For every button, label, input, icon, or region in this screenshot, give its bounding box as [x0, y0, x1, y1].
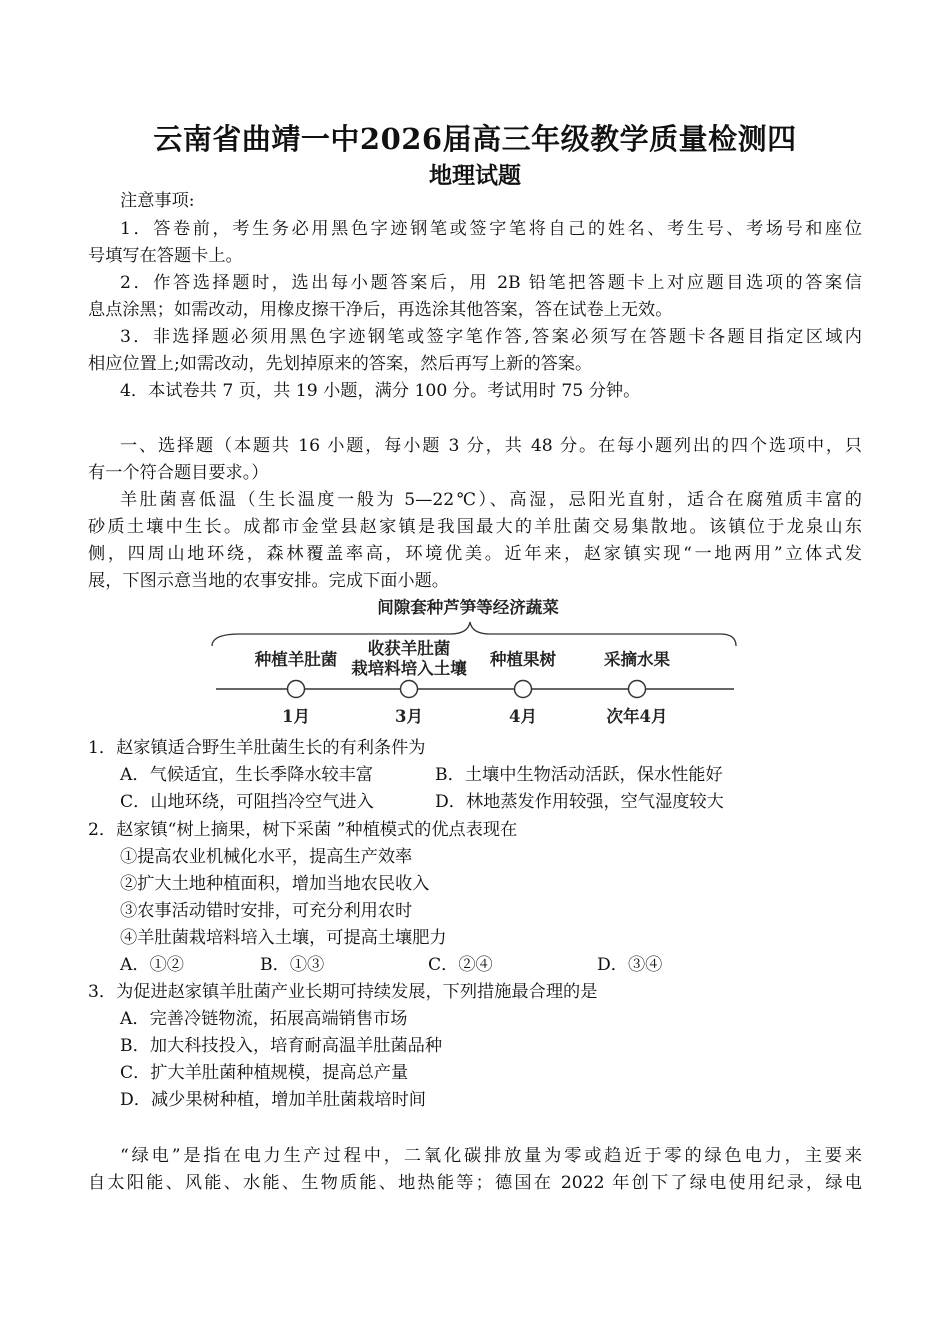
note-3-cont: 相应位置上;如需改动，先划掉原来的答案，然后再写上新的答案。	[88, 354, 593, 374]
event-pick-fruit: 采摘水果	[604, 650, 670, 669]
section-heading-cont: 有一个符合题目要求。）	[88, 463, 269, 483]
passage-2-line-1: “绿电”是指在电力生产过程中，二氧化碳排放量为零或趋近于零的绿色电力，主要来	[120, 1146, 862, 1166]
q3-option-c: C．扩大羊肚菌种植规模，提高总产量	[120, 1063, 409, 1083]
timeline-marker-next-apr	[629, 681, 646, 698]
q1-option-a: A．气候适宜，生长季降水较丰富	[120, 765, 374, 785]
month-label-jan: 1月	[282, 707, 310, 726]
passage-2-line-2: 自太阳能、风能、水能、生物质能、地热能等；德国在 2022 年创下了绿电使用纪录，绿电	[88, 1173, 862, 1193]
diagram-brace	[212, 622, 736, 646]
question-2-stem: 2．赵家镇“树上摘果，树下采菌 ”种植模式的优点表现在	[88, 820, 518, 840]
diagram-brace-label: 间隙套种芦笋等经济蔬菜	[377, 598, 559, 617]
month-label-mar: 3月	[395, 707, 423, 726]
event-harvest-morel: 收获羊肚菌	[367, 639, 451, 658]
q1-option-c: C．山地环绕，可阻挡冷空气进入	[120, 792, 374, 812]
notes-heading: 注意事项:	[120, 191, 195, 211]
question-3-stem: 3．为促进赵家镇羊肚菌产业长期可持续发展，下列措施最合理的是	[88, 982, 598, 1002]
note-2-cont: 息点涂黑；如需改动，用橡皮擦干净后，再选涂其他答案，答在试卷上无效。	[88, 300, 673, 320]
q2-option-a: A．①②	[120, 955, 184, 975]
timeline-marker-jan	[288, 681, 305, 698]
q3-option-a: A．完善冷链物流，拓展高端销售市场	[120, 1009, 408, 1029]
passage-1-line-3: 侧，四周山地环绕，森林覆盖率高，环境优美。近年来，赵家镇实现“一地两用”立体式发	[88, 544, 862, 564]
passage-1-line-4: 展，下图示意当地的农事安排。完成下面小题。	[88, 571, 449, 591]
q2-statement-3: ③农事活动错时安排，可充分利用农时	[120, 901, 413, 921]
q2-option-b: B．①③	[260, 955, 325, 975]
note-1-cont: 号填写在答题卡上。	[88, 246, 243, 266]
q1-option-d: D．林地蒸发作用较强，空气湿度较大	[435, 792, 724, 812]
note-3: 3．非选择题必须用黑色字迹钢笔或签字笔作答,答案必须写在答题卡各题目指定区域内	[120, 327, 862, 347]
q2-option-d: D．③④	[597, 955, 663, 975]
q1-option-b: B．土壤中生物活动活跃，保水性能好	[435, 765, 723, 785]
section-heading: 一、选择题（本题共 16 小题，每小题 3 分，共 48 分。在每小题列出的四个选项中，只	[120, 436, 862, 456]
q2-statement-4: ④羊肚菌栽培料培入土壤，可提高土壤肥力	[120, 928, 447, 948]
event-compost-to-soil: 栽培料培入土壤	[351, 659, 467, 678]
q2-option-c: C．②④	[428, 955, 493, 975]
note-1: 1．答卷前，考生务必用黑色字迹钢笔或签字笔将自己的姓名、考生号、考场号和座位	[120, 219, 862, 239]
exam-subtitle: 地理试题	[429, 162, 521, 189]
q3-option-d: D．减少果树种植，增加羊肚菌栽培时间	[120, 1090, 426, 1110]
event-plant-fruit-trees: 种植果树	[490, 650, 556, 669]
month-label-apr: 4月	[509, 707, 537, 726]
passage-1-line-2: 砂质土壤中生长。成都市金堂县赵家镇是我国最大的羊肚菌交易集散地。该镇位于龙泉山东	[88, 517, 862, 537]
passage-1-line-1: 羊肚菌喜低温（生长温度一般为 5—22℃）、高湿，忌阳光直射，适合在腐殖质丰富的	[120, 490, 862, 510]
month-label-next-apr: 次年4月	[606, 707, 668, 726]
exam-title: 云南省曲靖一中2026届高三年级教学质量检测四	[153, 122, 797, 156]
q2-statement-1: ①提高农业机械化水平，提高生产效率	[120, 847, 413, 867]
timeline-marker-mar	[401, 681, 418, 698]
farming-timeline-diagram	[200, 596, 760, 736]
note-4: 4．本试卷共 7 页，共 19 小题，满分 100 分。考试用时 75 分钟。	[120, 381, 641, 401]
note-2: 2．作答选择题时，选出每小题答案后，用 2B 铅笔把答题卡上对应题目选项的答案信	[120, 273, 862, 293]
timeline-marker-apr	[515, 681, 532, 698]
q2-statement-2: ②扩大土地种植面积，增加当地农民收入	[120, 874, 430, 894]
event-plant-morel: 种植羊肚菌	[254, 650, 338, 669]
q3-option-b: B．加大科技投入，培育耐高温羊肚菌品种	[120, 1036, 443, 1056]
question-1-stem: 1．赵家镇适合野生羊肚菌生长的有利条件为	[88, 738, 426, 758]
